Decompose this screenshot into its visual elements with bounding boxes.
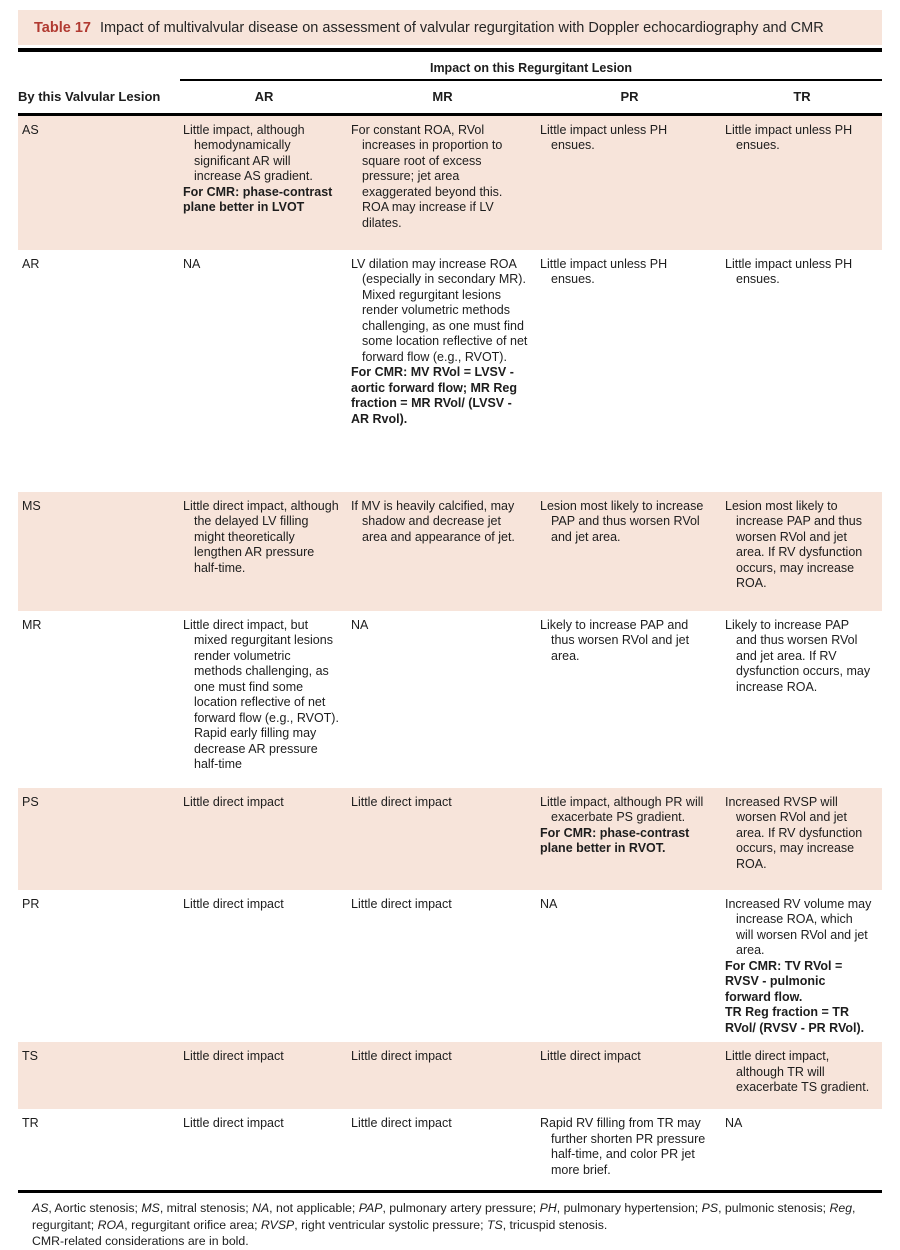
impact-cell bbox=[348, 114, 537, 250]
table-row bbox=[18, 611, 882, 788]
impact-cell bbox=[348, 1042, 537, 1109]
impact-cell bbox=[348, 890, 537, 1043]
impact-text: Little impact unless PH ensues. bbox=[540, 122, 668, 152]
lesion-label: TS bbox=[22, 1049, 38, 1063]
impact-text: Little direct impact bbox=[351, 1116, 452, 1130]
lesion-label: MR bbox=[22, 617, 42, 632]
impact-text: Rapid RV filling from TR may further shorten PR pressure half-time, and color PR jet more brief. bbox=[540, 1116, 706, 1177]
impact-cell bbox=[180, 1109, 348, 1190]
span-header-spacer bbox=[18, 52, 180, 80]
impact-cell bbox=[537, 611, 722, 788]
impact-text: If MV is heavily calcified, may shadow and decrease jet area and appearance of jet. bbox=[351, 498, 515, 544]
table-title-bar bbox=[18, 10, 882, 45]
abbreviation-term: MS bbox=[141, 1201, 160, 1215]
table-row bbox=[18, 788, 882, 890]
impact-text: Little impact unless PH ensues. bbox=[540, 256, 668, 286]
impact-cell bbox=[537, 1109, 722, 1190]
impact-text: Little direct impact bbox=[183, 1049, 284, 1063]
impact-text: Increased RVSP will worsen RVol and jet area. If RV dysfunction occurs, may increase ROA. bbox=[725, 794, 863, 871]
table-row bbox=[18, 1042, 882, 1109]
abbreviation-definition: , not applicable; bbox=[269, 1201, 359, 1215]
impact-text: Likely to increase PAP and thus worsen RVol and jet area. bbox=[540, 617, 690, 663]
span-header-row bbox=[18, 52, 882, 80]
impact-cell bbox=[180, 1042, 348, 1109]
column-header-pr: PR bbox=[537, 80, 722, 115]
table-row bbox=[18, 114, 882, 250]
impact-text: Likely to increase PAP and thus worsen RVol and jet area. If RV dysfunction occurs, may increase ROA. bbox=[725, 617, 871, 694]
column-header-tr: TR bbox=[722, 80, 882, 115]
lesion-label: MS bbox=[22, 498, 41, 513]
impact-cell bbox=[537, 1042, 722, 1109]
abbreviation-definition: , tricuspid stenosis. bbox=[502, 1217, 608, 1232]
impact-cell bbox=[537, 250, 722, 492]
abbreviation-term: AS bbox=[32, 1201, 49, 1215]
impact-text: NA bbox=[351, 617, 369, 632]
impact-cell bbox=[180, 890, 348, 1043]
column-header-mr: MR bbox=[348, 80, 537, 115]
impact-text: Little direct impact, although the delayed LV filling might theoretically lengthen AR pressure half-time. bbox=[183, 498, 339, 575]
impact-cell bbox=[537, 114, 722, 250]
column-header-ar: AR bbox=[180, 80, 348, 115]
impact-cell bbox=[348, 250, 537, 492]
impact-cell bbox=[722, 492, 882, 611]
impact-text: Little impact unless PH ensues. bbox=[725, 256, 853, 286]
impact-text: Little direct impact bbox=[540, 1049, 641, 1063]
impact-cell bbox=[180, 250, 348, 492]
abbreviation-definition: , pulmonary artery pressure; bbox=[382, 1201, 540, 1215]
impact-text: Little direct impact bbox=[351, 794, 452, 809]
table-row bbox=[18, 250, 882, 492]
impact-text: Little direct impact, although TR will exacerbate TS gradient. bbox=[725, 1049, 870, 1094]
impact-cell bbox=[348, 611, 537, 788]
abbreviation-term: ROA bbox=[97, 1217, 125, 1232]
table-body bbox=[18, 114, 882, 1190]
abbreviation-definition: , regurgitant orifice area; bbox=[124, 1217, 261, 1232]
impact-cell bbox=[722, 1042, 882, 1109]
cmr-note-text: For CMR: phase-contrast plane better in LVOT bbox=[183, 184, 333, 214]
impact-text: Little direct impact bbox=[183, 896, 284, 911]
impact-text: Little direct impact bbox=[351, 896, 452, 911]
impact-cell bbox=[348, 788, 537, 890]
impact-cell bbox=[180, 611, 348, 788]
span-header: Impact on this Regurgitant Lesion bbox=[180, 52, 882, 80]
abbreviation-term: PH bbox=[539, 1201, 557, 1215]
abbreviation-term: PS bbox=[701, 1201, 719, 1215]
impact-text: NA bbox=[183, 256, 201, 271]
abbreviation-definition: , Aortic stenosis; bbox=[48, 1201, 142, 1215]
impact-text: Little impact, although PR will exacerbate PS gradient. bbox=[540, 794, 704, 824]
abbreviation-definition: , mitral stenosis; bbox=[159, 1201, 253, 1215]
impact-cell bbox=[348, 492, 537, 611]
abbreviation-definition: , right ventricular systolic pressure; bbox=[294, 1217, 487, 1232]
impact-cell bbox=[722, 250, 882, 492]
lesion-label: TR bbox=[22, 1116, 39, 1130]
abbreviation-term: Reg bbox=[829, 1201, 853, 1215]
table-number: Table 17 bbox=[34, 20, 91, 36]
cmr-note-text: For CMR: phase-contrast plane better in RVOT. bbox=[540, 825, 690, 855]
impact-cell bbox=[180, 788, 348, 890]
bold-note: CMR-related considerations are in bold. bbox=[32, 1234, 249, 1248]
table-caption: Impact of multivalvular disease on assessment of valvular regurgitation with Doppler echocardiography and CMR bbox=[99, 20, 824, 36]
footnotes bbox=[18, 1190, 882, 1250]
impact-text: Lesion most likely to increase PAP and thus worsen RVol and jet area. bbox=[540, 498, 704, 544]
abbreviation-definition: , pulmonic stenosis; bbox=[718, 1201, 830, 1215]
cmr-note-text: For CMR: TV RVol = RVSV - pulmonic forward flow. bbox=[725, 958, 843, 1004]
impact-text: Little direct impact bbox=[183, 1116, 284, 1130]
impact-text: Increased RV volume may increase ROA, which will worsen RVol and jet area. bbox=[725, 896, 872, 957]
lesion-label: AR bbox=[22, 256, 40, 271]
impact-text: Little direct impact bbox=[351, 1049, 452, 1063]
column-header-row bbox=[18, 80, 882, 115]
cmr-note-text: TR Reg fraction = TR RVol/ (RVSV - PR RVol). bbox=[725, 1005, 865, 1035]
abbreviation-term: NA bbox=[252, 1201, 270, 1215]
impact-text: Little impact unless PH ensues. bbox=[725, 122, 853, 152]
table-row bbox=[18, 890, 882, 1043]
impact-cell bbox=[722, 611, 882, 788]
impact-text: NA bbox=[725, 1116, 743, 1130]
lesion-label: PR bbox=[22, 896, 40, 911]
abbreviation-term: TS bbox=[486, 1217, 503, 1232]
impact-text: Little impact, although hemodynamically significant AR will increase AS gradient. bbox=[183, 122, 313, 183]
impact-cell bbox=[537, 492, 722, 611]
impact-cell bbox=[722, 788, 882, 890]
abbreviation-term: PAP bbox=[358, 1201, 383, 1215]
lesion-label: AS bbox=[22, 122, 39, 137]
abbreviation-definition: , regurgitant; bbox=[32, 1201, 856, 1232]
abbreviation-definition: , pulmonary hypertension; bbox=[556, 1201, 702, 1215]
abbreviation-term: RVSP bbox=[260, 1217, 295, 1232]
impact-text: For constant ROA, RVol increases in proportion to square root of excess pressure; jet area exaggerated beyond this. ROA may increase if LV dilates. bbox=[351, 122, 503, 230]
impact-text: Lesion most likely to increase PAP and thus worsen RVol and jet area. If RV dysfunction occurs, may increase ROA. bbox=[725, 498, 863, 590]
table-row bbox=[18, 1109, 882, 1190]
impact-cell bbox=[180, 492, 348, 611]
impact-cell bbox=[180, 114, 348, 250]
impact-cell bbox=[348, 1109, 537, 1190]
impact-text: LV dilation may increase ROA (especially in secondary MR). Mixed regurgitant lesions render volumetric methods challenging, as one must find some location reflective of net forward flow (e.g., RVOT). bbox=[351, 256, 528, 364]
multivalvular-impact-table bbox=[18, 52, 882, 1191]
table-row bbox=[18, 492, 882, 611]
lesion-label: PS bbox=[22, 794, 39, 809]
impact-text: NA bbox=[540, 896, 558, 911]
abbreviation-note bbox=[32, 1200, 874, 1233]
impact-cell bbox=[537, 890, 722, 1043]
impact-cell bbox=[722, 1109, 882, 1190]
impact-cell bbox=[537, 788, 722, 890]
impact-text: Little direct impact, but mixed regurgitant lesions render volumetric methods challenging, as one must find some location reflective of net forward flow (e.g., RVOT). Rapid early filling may decrease AR pressure half-time bbox=[183, 617, 339, 771]
impact-cell bbox=[722, 114, 882, 250]
impact-text: Little direct impact bbox=[183, 794, 284, 809]
impact-cell bbox=[722, 890, 882, 1043]
cmr-note-text: For CMR: MV RVol = LVSV - aortic forward flow; MR Reg fraction = MR RVol/ (LVSV - AR Rvol). bbox=[351, 365, 517, 426]
column-header-lesion: By this Valvular Lesion bbox=[18, 80, 180, 115]
